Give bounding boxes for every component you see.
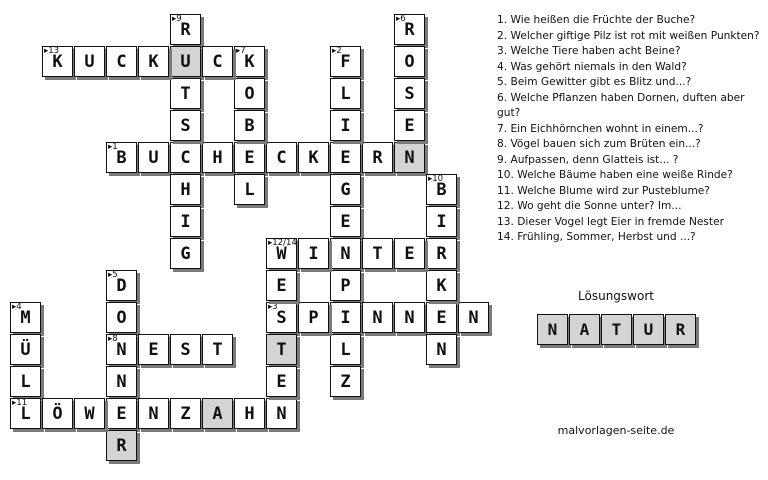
grid-cell[interactable] <box>330 78 361 109</box>
cell-letter: U <box>148 147 159 168</box>
grid-cell[interactable] <box>330 238 361 269</box>
clue-1: 1. Wie heißen die Früchte der Buche? <box>497 14 696 26</box>
cell-letter: O <box>244 83 255 104</box>
grid-cell[interactable] <box>170 206 201 237</box>
cell-letter: T <box>180 83 191 104</box>
grid-cell[interactable] <box>74 46 105 77</box>
cell-letter: E <box>340 211 351 232</box>
clue-number-marker: ▸12/14 <box>268 238 297 248</box>
cell-letter: N <box>340 243 351 264</box>
clue-14: 14. Frühling, Sommer, Herbst und ...? <box>497 231 696 243</box>
grid-cell[interactable] <box>234 142 265 173</box>
clue-4: 4. Was gehört niemals in den Wald? <box>497 60 687 73</box>
solution-title: Lösungswort <box>578 289 654 303</box>
cell-letter: K <box>52 51 63 72</box>
cell-letter: I <box>308 243 319 264</box>
grid-cell[interactable] <box>330 46 361 77</box>
clue-number-marker: ▸2 <box>332 46 342 56</box>
solution-word <box>537 314 697 345</box>
grid-cell[interactable] <box>298 238 329 269</box>
grid-cell[interactable] <box>330 142 361 173</box>
grid-cell[interactable] <box>426 206 457 237</box>
grid-cell[interactable] <box>170 142 201 173</box>
cell-letter: E <box>436 307 447 328</box>
grid-cell[interactable] <box>234 46 265 77</box>
cell-letter: L <box>20 371 31 392</box>
cell-letter: C <box>212 51 223 72</box>
clue-number-marker: ▸6 <box>396 14 406 24</box>
cell-letter: K <box>148 51 159 72</box>
clue-8: 8. Vögel bauen sich zum Brüten ein...? <box>497 138 701 150</box>
grid-cell[interactable] <box>394 238 425 269</box>
solution-cell: U <box>633 314 664 345</box>
cell-letter: E <box>276 275 287 296</box>
cell-letter: K <box>244 51 255 72</box>
cell-letter: H <box>180 179 191 200</box>
grid-cell[interactable] <box>394 142 425 173</box>
grid-cell[interactable] <box>458 302 489 333</box>
site-credit: malvorlagen-seite.de <box>557 424 675 437</box>
cell-letter: I <box>340 307 351 328</box>
cell-letter: E <box>148 339 159 360</box>
grid-cell[interactable] <box>330 174 361 205</box>
grid-cell[interactable] <box>170 334 201 365</box>
cell-letter: R <box>436 243 447 264</box>
cell-letter: N <box>468 307 479 328</box>
grid-cell[interactable] <box>266 334 297 365</box>
grid-cell[interactable] <box>74 398 105 429</box>
cell-letter: T <box>276 339 287 360</box>
grid-cell[interactable] <box>42 398 73 429</box>
grid-cell[interactable] <box>394 46 425 77</box>
grid-cell[interactable] <box>106 270 137 301</box>
grid-cell[interactable] <box>170 238 201 269</box>
cell-letter: N <box>436 339 447 360</box>
grid-cell[interactable] <box>426 238 457 269</box>
cell-letter: N <box>116 371 127 392</box>
grid-cell[interactable] <box>394 302 425 333</box>
grid-cell[interactable] <box>10 366 41 397</box>
grid-cell[interactable] <box>234 398 265 429</box>
grid-cell[interactable] <box>106 334 137 365</box>
cell-letter: E <box>116 403 127 424</box>
cell-letter: S <box>404 83 415 104</box>
grid-cell[interactable] <box>170 174 201 205</box>
cell-letter: F <box>340 51 351 72</box>
clue-number-marker: ▸1 <box>108 142 118 152</box>
grid-cell[interactable] <box>426 302 457 333</box>
grid-cell[interactable] <box>10 398 41 429</box>
cell-letter: N <box>372 307 383 328</box>
solution-cell: T <box>601 314 632 345</box>
grid-cell[interactable] <box>170 46 201 77</box>
grid-cell[interactable] <box>362 142 393 173</box>
cell-letter: I <box>340 115 351 136</box>
cell-letter: R <box>372 147 383 168</box>
clue-9: 9. Aufpassen, denn Glatteis ist... ? <box>497 153 679 166</box>
grid-cell[interactable] <box>394 78 425 109</box>
cell-letter: E <box>244 147 255 168</box>
cell-letter: M <box>20 307 31 328</box>
cell-letter: I <box>436 211 447 232</box>
cell-letter: K <box>308 147 319 168</box>
clue-number-marker: ▸13 <box>44 46 60 56</box>
grid-cell[interactable] <box>330 366 361 397</box>
grid-cell[interactable] <box>426 334 457 365</box>
clue-number-marker: ▸8 <box>108 334 118 344</box>
clue-6: 6. Welche Pflanzen haben Dornen, duften aber gut? <box>497 91 745 119</box>
grid-cell[interactable] <box>106 46 137 77</box>
cell-letter: R <box>116 435 127 456</box>
grid-cell[interactable] <box>234 78 265 109</box>
solution-cell: N <box>537 314 568 345</box>
grid-cell[interactable] <box>106 142 137 173</box>
clue-10: 10. Welche Bäume haben eine weiße Rinde? <box>497 169 733 181</box>
grid-cell[interactable] <box>170 110 201 141</box>
cell-letter: P <box>340 275 351 296</box>
cell-letter: U <box>180 51 191 72</box>
clue-2: 2. Welcher giftige Pilz ist rot mit weißen Punkten? <box>497 29 760 42</box>
cell-letter: E <box>404 243 415 264</box>
cell-letter: S <box>276 307 287 328</box>
grid-cell[interactable] <box>170 398 201 429</box>
grid-cell[interactable] <box>298 142 329 173</box>
cell-letter: A <box>212 403 223 424</box>
cell-letter: L <box>20 403 31 424</box>
cell-letter: Ö <box>52 403 63 424</box>
clue-7: 7. Ein Eichhörnchen wohnt in einem...? <box>497 122 704 135</box>
grid-cell[interactable] <box>202 46 233 77</box>
grid-cell[interactable] <box>426 174 457 205</box>
grid-cell[interactable] <box>202 398 233 429</box>
cell-letter: S <box>180 339 191 360</box>
cell-letter: U <box>84 51 95 72</box>
cell-letter: Z <box>180 403 191 424</box>
clue-number-marker: ▸10 <box>428 174 444 184</box>
cell-letter: N <box>116 339 127 360</box>
cell-letter: E <box>276 371 287 392</box>
grid-cell[interactable] <box>330 270 361 301</box>
clue-11: 11. Welche Blume wird zur Pusteblume? <box>497 184 710 197</box>
cell-letter: C <box>180 147 191 168</box>
grid-cell[interactable] <box>106 398 137 429</box>
cell-letter: B <box>436 179 447 200</box>
grid-cell[interactable] <box>42 46 73 77</box>
clue-list <box>497 13 765 246</box>
cell-letter: W <box>84 403 95 424</box>
grid-cell[interactable] <box>138 142 169 173</box>
clue-number-marker: ▸11 <box>12 398 28 408</box>
cell-letter: L <box>340 339 351 360</box>
grid-cell[interactable] <box>106 302 137 333</box>
cell-letter: T <box>372 243 383 264</box>
cell-letter: C <box>116 51 127 72</box>
grid-cell[interactable] <box>10 302 41 333</box>
cell-letter: Z <box>340 371 351 392</box>
cell-letter: R <box>180 19 191 40</box>
grid-cell[interactable] <box>266 302 297 333</box>
clue-12: 12. Wo geht die Sonne unter? Im... <box>497 200 682 212</box>
solution-cell: R <box>665 314 696 345</box>
grid-cell[interactable] <box>266 398 297 429</box>
clue-3: 3. Welche Tiere haben acht Beine? <box>497 45 681 57</box>
cell-letter: N <box>404 307 415 328</box>
grid-cell[interactable] <box>234 110 265 141</box>
cell-letter: Ü <box>20 339 31 360</box>
clue-5: 5. Beim Gewitter gibt es Blitz und...? <box>497 76 692 88</box>
grid-cell[interactable] <box>10 334 41 365</box>
cell-letter: P <box>308 307 319 328</box>
cell-letter: L <box>340 83 351 104</box>
grid-cell[interactable] <box>138 334 169 365</box>
cell-letter: C <box>276 147 287 168</box>
grid-cell[interactable] <box>266 270 297 301</box>
grid-cell[interactable] <box>394 14 425 45</box>
grid-cell[interactable] <box>138 398 169 429</box>
grid-cell[interactable] <box>170 78 201 109</box>
cell-letter: E <box>404 115 415 136</box>
cell-letter: H <box>244 403 255 424</box>
cell-letter: W <box>276 243 287 264</box>
grid-cell[interactable] <box>330 334 361 365</box>
grid-cell[interactable] <box>202 142 233 173</box>
grid-cell[interactable] <box>266 142 297 173</box>
grid-cell[interactable] <box>170 14 201 45</box>
grid-cell[interactable] <box>106 430 137 461</box>
grid-cell[interactable] <box>330 302 361 333</box>
clue-number-marker: ▸5 <box>108 270 118 280</box>
clue-number-marker: ▸4 <box>12 302 22 312</box>
grid-cell[interactable] <box>234 174 265 205</box>
grid-cell[interactable] <box>266 366 297 397</box>
cell-letter: I <box>180 211 191 232</box>
grid-cell[interactable] <box>202 334 233 365</box>
grid-cell[interactable] <box>362 302 393 333</box>
cell-letter: K <box>436 275 447 296</box>
cell-letter: G <box>340 179 351 200</box>
cell-letter: E <box>340 147 351 168</box>
grid-cell[interactable] <box>138 46 169 77</box>
cell-letter: O <box>116 307 127 328</box>
cell-letter: D <box>116 275 127 296</box>
grid-cell[interactable] <box>330 110 361 141</box>
cell-letter: T <box>212 339 223 360</box>
cell-letter: B <box>244 115 255 136</box>
clue-number-marker: ▸7 <box>236 46 246 56</box>
grid-cell[interactable] <box>298 302 329 333</box>
cell-letter: H <box>212 147 223 168</box>
clue-number-marker: ▸9 <box>172 14 182 24</box>
grid-cell[interactable] <box>394 110 425 141</box>
cell-letter: B <box>116 147 127 168</box>
cell-letter: N <box>404 147 415 168</box>
cell-letter: N <box>276 403 287 424</box>
grid-cell[interactable] <box>362 238 393 269</box>
cell-letter: L <box>244 179 255 200</box>
cell-letter: G <box>180 243 191 264</box>
cell-letter: N <box>148 403 159 424</box>
cell-letter: R <box>404 19 415 40</box>
cell-letter: O <box>404 51 415 72</box>
clue-13: 13. Dieser Vogel legt Eier in fremde Nester <box>497 215 724 228</box>
cell-letter: S <box>180 115 191 136</box>
grid-cell[interactable] <box>106 366 137 397</box>
grid-cell[interactable] <box>330 206 361 237</box>
clue-number-marker: ▸3 <box>268 302 278 312</box>
grid-cell[interactable] <box>266 238 297 269</box>
solution-cell: A <box>569 314 600 345</box>
grid-cell[interactable] <box>426 270 457 301</box>
